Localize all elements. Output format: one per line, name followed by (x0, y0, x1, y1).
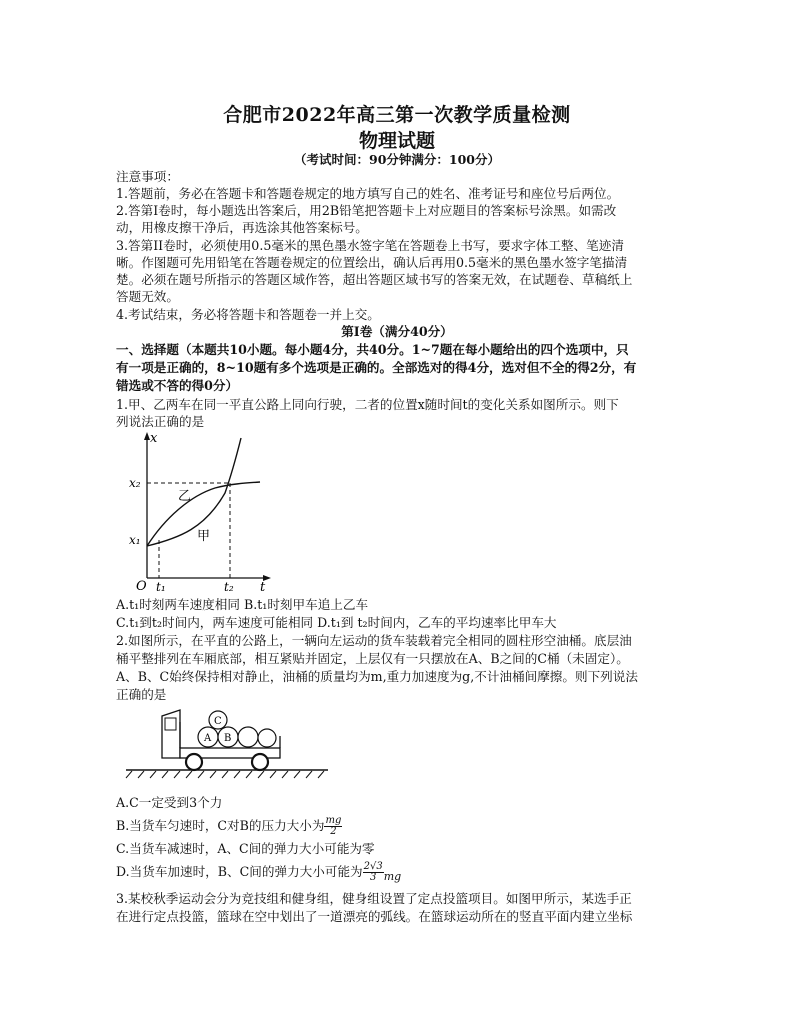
q1-xt-graph (120, 428, 280, 592)
exam-subtitle: 物理试题 (358, 130, 435, 152)
y-tick-label: x₂ (129, 476, 141, 490)
q1-stem: 列说法正确的是 (116, 414, 205, 429)
x-tick-label: t₁ (156, 580, 166, 592)
q2-stem: 2.如图所示，在平直的公路上，一辆向左运动的货车装载着完全相同的圆柱形空油桶。底层油 (116, 633, 632, 648)
q2-truck-figure (124, 700, 330, 782)
notes-line: 3.答第II卷时，必须使用0.5毫米的黑色墨水签字笔在答题卷上书写，要求字体工整、笔迹清 (116, 238, 624, 253)
notes-heading: 注意事项： (116, 169, 179, 184)
q3-stem: 在进行定点投篮，篮球在空中划出了一道漂亮的弧线。在篮球运动所在的竖直平面内建立坐标 (116, 909, 633, 924)
exam-title: 合肥市2022年高三第一次教学质量检测 (223, 104, 571, 126)
section-instruction: 有一项是正确的，8~10题有多个选项是正确的。全部选对的得4分，选对但不全的得2分，有 (116, 360, 637, 375)
notes-line: 楚。必须在题号所指示的答题区域作答，超出答题区域书写的答案无效，在试题卷、草稿纸上 (116, 272, 633, 287)
section-instruction: 一、选择题（本题共10小题。每小题4分，共40分。1~7题在每小题给出的四个选项中，只 (116, 342, 629, 357)
notes-line: 2.答第I卷时，每小题选出答案后，用2B铅笔把答题卡上对应题目的答案标号涂黑。如需改 (116, 203, 617, 218)
fraction: $\frac{mg}{2}$ (325, 815, 342, 837)
q2-option-d-text: D.当货车加速时，B、C间的弹力大小可能为 (116, 864, 363, 879)
q2-stem: A、B、C始终保持相对静止，油桶的质量均为m,重力加速度为g,不计油桶间摩擦。则下列说法 (116, 669, 638, 684)
q1-options: A.t₁时刻两车速度相同 B.t₁时刻甲车追上乙车 (116, 597, 369, 612)
q1-options: C.t₁到t₂时间内，两车速度可能相同 D.t₁到 t₂时间内，乙车的平均速率比甲车大 (116, 615, 557, 630)
y-axis-label: x (150, 431, 158, 446)
q2-option-c: C.当货车减速时，A、C间的弹力大小可能为零 (116, 841, 375, 856)
q2-stem: 正确的是 (116, 687, 167, 702)
section-instruction: 错选或不答的得0分） (116, 378, 239, 393)
notes-line: 1.答题前，务必在答题卡和答题卷规定的地方填写自己的姓名、准考证号和座位号后两位。 (116, 186, 620, 201)
barrel-label-b: B (224, 733, 232, 744)
notes-line: 4.考试结束，务必将答题卡和答题卷一并上交。 (116, 307, 380, 322)
x-axis-label: t (260, 580, 266, 592)
q2-option-d: D.当货车加速时，B、C间的弹力大小可能为 $\frac{2√3}{3}$ mg (116, 861, 402, 883)
notes-line: 动，用橡皮擦干净后，再选涂其他答案标号。 (116, 220, 368, 235)
y-tick-label: x₁ (129, 533, 141, 547)
q2-option-b-text: B.当货车匀速时，C对B的压力大小为 (116, 818, 325, 833)
notes-line: 答题无效。 (116, 289, 179, 304)
origin-label: O (136, 579, 147, 592)
barrel-label-a: A (204, 733, 212, 744)
q1-stem: 1.甲、乙两车在同一平直公路上同向行驶，二者的位置x随时间t的变化关系如图所示。则下 (116, 397, 619, 412)
q2-option-b (116, 815, 342, 837)
q2-stem: 桶平整排列在车厢底部，相互紧贴并固定，上层仅有一只摆放在A、B之间的C桶（未固定）。 (116, 651, 629, 666)
curve-label-jia: 甲 (197, 529, 211, 544)
notes-line: 晰。作图题可先用铅笔在答题卷规定的位置绘出，确认后再用0.5毫米的黑色墨水签字笔描清 (116, 255, 628, 270)
q3-stem: 3.某校秋季运动会分为竞技组和健身组，健身组设置了定点投篮项目。如图甲所示，某选手正 (116, 891, 632, 906)
curve-label-yi: 乙 (178, 489, 192, 504)
x-tick-label: t₂ (224, 580, 234, 592)
fraction: $\frac{2√3}{3}$ (363, 861, 383, 883)
section-title: 第I卷（满分40分） (341, 324, 453, 339)
q2-option-a: A.C一定受到3个力 (116, 795, 223, 810)
barrel-label-c: C (214, 716, 222, 727)
exam-info: （考试时间：90分钟满分：100分） (294, 152, 500, 167)
